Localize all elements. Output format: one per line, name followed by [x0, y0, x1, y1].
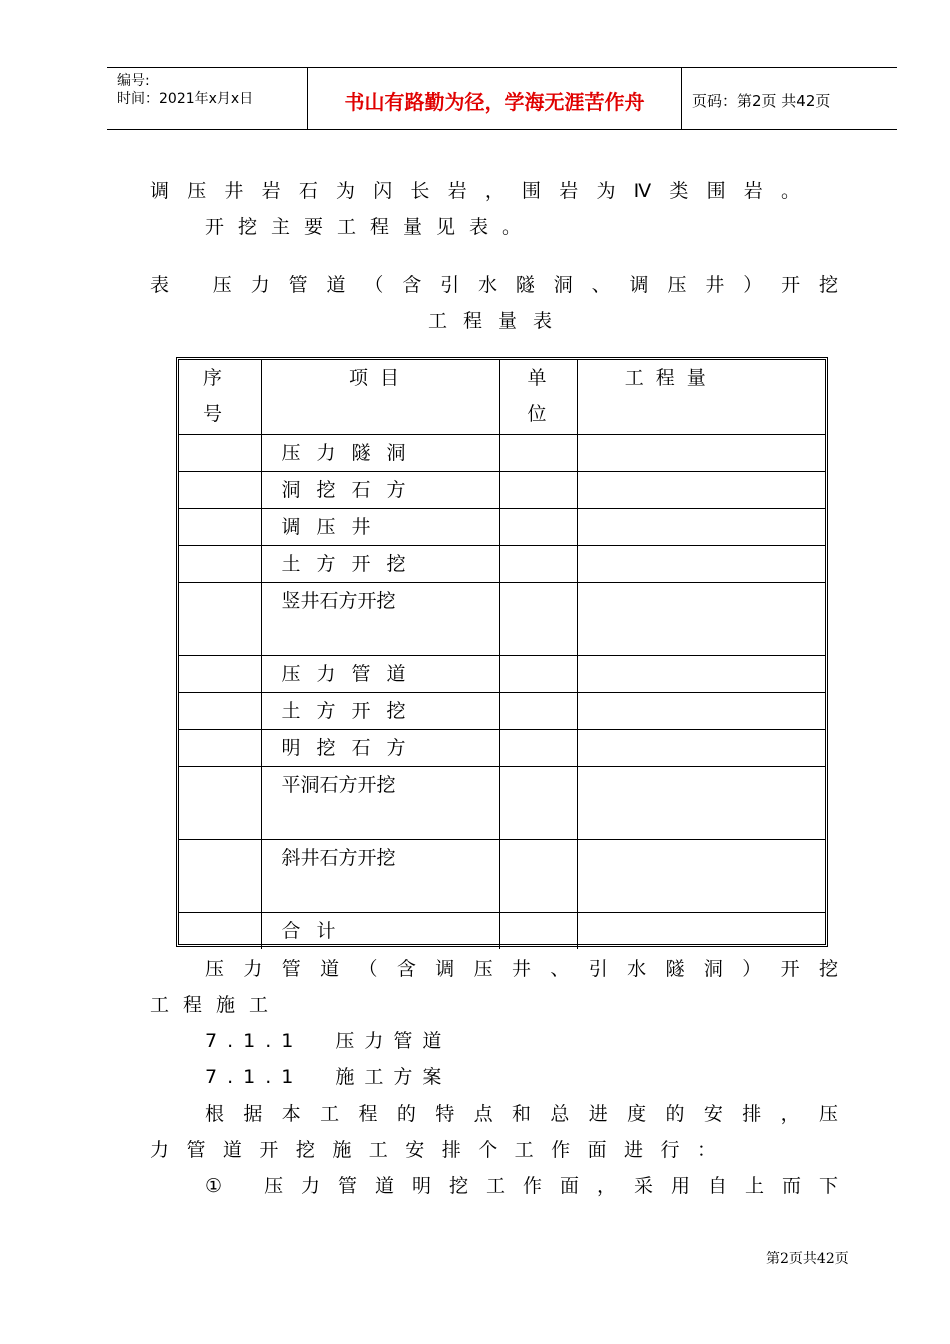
table-cell-seq [179, 839, 261, 912]
header-item: 项目 [261, 360, 499, 434]
table-cell-amount [577, 692, 825, 729]
subsection-7-1-1-pipeline: 7.1.1 压力管道 [205, 1030, 452, 1052]
table-cell-seq [179, 434, 261, 471]
page-header [107, 67, 897, 130]
table-cell-unit [499, 508, 577, 545]
table-cell-unit [499, 655, 577, 692]
table-cell-unit [499, 582, 577, 655]
table-cell-amount [577, 582, 825, 655]
table-cell-seq [179, 912, 261, 949]
table-cell-item: 洞挖石方 [261, 471, 499, 508]
table-cell-item: 竖井石方开挖 [261, 582, 499, 655]
header-left-cell [107, 68, 308, 129]
header-amount: 工程量 [577, 360, 825, 434]
header-unit-a: 单 [527, 367, 547, 389]
table-caption-line1: 表 压力管道（含引水隧洞、调压井）开挖 [150, 274, 838, 296]
table-cell-item: 调压井 [261, 508, 499, 545]
body-line-rock: 调压井岩石为闪长岩，围岩为Ⅳ类围岩。 [150, 180, 800, 202]
table-cell-unit [499, 912, 577, 949]
header-seq-a: 序 [203, 367, 223, 389]
table-cell-unit [499, 471, 577, 508]
table-cell-item: 压力管道 [261, 655, 499, 692]
header-page-code: 页码：第2页 共42页 [692, 92, 831, 110]
document-number-label: 编号: [117, 73, 150, 89]
table-cell-item: 合计 [261, 912, 499, 949]
table-cell-seq [179, 766, 261, 839]
table-cell-seq [179, 692, 261, 729]
subsection-7-1-1-plan: 7.1.1 施工方案 [205, 1066, 452, 1088]
table-cell-seq [179, 471, 261, 508]
table-cell-item: 土方开挖 [261, 545, 499, 582]
table-cell-unit [499, 692, 577, 729]
table-cell-amount [577, 839, 825, 912]
table-cell-unit [499, 729, 577, 766]
paragraph-line2: 力管道开挖施工安排个工作面进行： [150, 1139, 716, 1161]
table-cell-item: 斜井石方开挖 [261, 839, 499, 912]
excavation-quantity-table [176, 357, 828, 947]
table-row [179, 912, 825, 949]
table-cell-unit [499, 839, 577, 912]
section-heading-line2: 工程施工 [150, 994, 283, 1016]
section-heading-line1: 压力管道（含调压井、引水隧洞）开挖 [205, 958, 838, 980]
table-cell-amount [577, 912, 825, 949]
table-cell-seq [179, 655, 261, 692]
header-unit-b: 位 [527, 403, 547, 425]
table-row [179, 655, 825, 692]
table-cell-item: 压力隧洞 [261, 434, 499, 471]
document-time-label: 时间：2021年x月x日 [117, 91, 254, 107]
table-cell-seq [179, 729, 261, 766]
table-cell-item: 明挖石方 [261, 729, 499, 766]
table-row [179, 545, 825, 582]
table-row [179, 434, 825, 471]
table-row [179, 582, 825, 655]
table-cell-amount [577, 471, 825, 508]
table-row [179, 471, 825, 508]
table-cell-seq [179, 508, 261, 545]
table-row [179, 508, 825, 545]
table-header-row [179, 360, 825, 434]
table-cell-item: 土方开挖 [261, 692, 499, 729]
table-cell-amount [577, 545, 825, 582]
table-caption-line2: 工程量表 [428, 310, 569, 332]
paragraph-line1: 根据本工程的特点和总进度的安排，压 [205, 1103, 838, 1125]
table-cell-seq [179, 545, 261, 582]
table-cell-seq [179, 582, 261, 655]
table-row [179, 729, 825, 766]
table-cell-amount [577, 508, 825, 545]
table-cell-unit [499, 434, 577, 471]
header-middle-cell [308, 68, 682, 129]
table-row [179, 692, 825, 729]
table-cell-unit [499, 766, 577, 839]
table-cell-unit [499, 545, 577, 582]
header-seq-b: 号 [203, 403, 223, 425]
header-right-cell [682, 68, 897, 129]
table-row [179, 766, 825, 839]
header-motto: 书山有路勤为径，学海无涯苦作舟 [344, 90, 645, 114]
page-footer: 第2页共42页 [766, 1251, 849, 1267]
table-cell-item: 平洞石方开挖 [261, 766, 499, 839]
body-line-see-table: 开挖主要工程量见表。 [205, 216, 536, 238]
table-cell-amount [577, 655, 825, 692]
table-cell-amount [577, 729, 825, 766]
header-seq [179, 360, 261, 434]
table-cell-amount [577, 434, 825, 471]
table-cell-amount [577, 766, 825, 839]
paragraph-line3: ① 压力管道明挖工作面，采用自上而下 [205, 1175, 838, 1197]
table-row [179, 839, 825, 912]
header-unit [499, 360, 577, 434]
